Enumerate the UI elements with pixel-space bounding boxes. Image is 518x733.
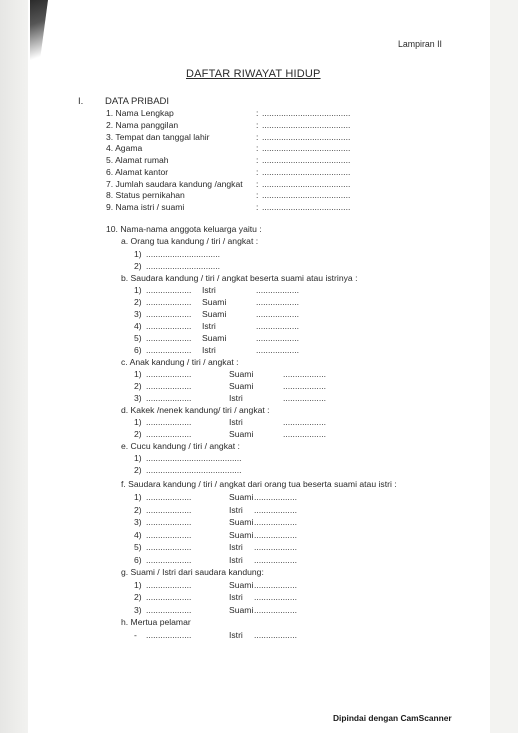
- row-number: 4): [134, 321, 142, 331]
- field-value-blank[interactable]: .....................................: [262, 131, 351, 142]
- row-number: 1): [134, 492, 142, 502]
- family-group-heading: c. Anak kandung / tiri / angkat :: [121, 357, 239, 367]
- spouse-name-blank[interactable]: ..................: [254, 517, 297, 527]
- row-number: 1): [134, 453, 142, 463]
- scanner-watermark: Dipindai dengan CamScanner: [333, 713, 452, 723]
- field-colon: :: [256, 202, 259, 212]
- spouse-name-blank[interactable]: ..................: [256, 309, 299, 319]
- member-name-blank[interactable]: ...................: [146, 345, 192, 355]
- row-number: 1): [134, 285, 142, 295]
- row-number: 1): [134, 369, 142, 379]
- field-label: 6. Alamat kantor: [106, 166, 169, 177]
- field-colon: :: [256, 155, 259, 165]
- row-number: 2): [134, 297, 142, 307]
- member-name-blank[interactable]: ...............................: [146, 249, 221, 259]
- relation-label: Suami: [229, 517, 254, 527]
- family-heading: 10. Nama-nama anggota keluarga yaitu :: [106, 224, 262, 234]
- field-value-blank[interactable]: .....................................: [262, 202, 351, 212]
- row-number: 3): [134, 517, 142, 527]
- relation-label: Istri: [229, 592, 243, 602]
- member-name-blank[interactable]: ...................: [146, 492, 192, 502]
- relation-label: Suami: [229, 530, 254, 540]
- member-name-blank[interactable]: ...................: [146, 555, 192, 565]
- document-page: [28, 0, 490, 733]
- relation-label: Suami: [202, 297, 227, 307]
- spouse-name-blank[interactable]: ..................: [254, 605, 297, 615]
- document-title: DAFTAR RIWAYAT HIDUP: [186, 68, 321, 80]
- member-name-blank[interactable]: ...................: [146, 429, 192, 439]
- row-number: 2): [134, 381, 142, 391]
- spouse-name-blank[interactable]: ..................: [283, 369, 326, 379]
- row-number: -: [134, 630, 137, 640]
- field-colon: :: [256, 143, 259, 154]
- relation-label: Suami: [202, 309, 227, 319]
- section-title: DATA PRIBADI: [105, 96, 170, 107]
- spouse-name-blank[interactable]: ..................: [283, 417, 326, 427]
- row-number: 1): [134, 580, 142, 590]
- field-label: 7. Jumlah saudara kandung /angkat: [106, 178, 243, 189]
- field-colon: :: [256, 131, 259, 142]
- member-name-blank[interactable]: ...................: [146, 297, 192, 307]
- spouse-name-blank[interactable]: ..................: [254, 492, 297, 502]
- row-number: 5): [134, 333, 142, 343]
- row-number: 2): [134, 261, 142, 271]
- member-name-blank[interactable]: ...................: [146, 505, 192, 515]
- spouse-name-blank[interactable]: ..................: [254, 580, 297, 590]
- spouse-name-blank[interactable]: ..................: [256, 297, 299, 307]
- relation-label: Suami: [229, 580, 254, 590]
- member-name-blank[interactable]: ...................: [146, 605, 192, 615]
- spouse-name-blank[interactable]: ..................: [256, 285, 299, 295]
- member-name-blank[interactable]: ...................: [146, 630, 192, 640]
- field-colon: :: [256, 190, 259, 201]
- section-number: I.: [78, 96, 84, 107]
- row-number: 2): [134, 505, 142, 515]
- spouse-name-blank[interactable]: ..................: [254, 542, 297, 552]
- member-name-blank[interactable]: ...................: [146, 530, 192, 540]
- relation-label: Suami: [229, 381, 254, 391]
- spouse-name-blank[interactable]: ..................: [254, 505, 297, 515]
- row-number: 2): [134, 465, 142, 475]
- field-label: 2. Nama panggilan: [106, 119, 179, 130]
- relation-label: Istri: [229, 393, 243, 403]
- relation-label: Istri: [229, 555, 243, 565]
- row-number: 3): [134, 605, 142, 615]
- row-number: 4): [134, 530, 142, 540]
- field-value-blank[interactable]: .....................................: [262, 166, 351, 177]
- row-number: 5): [134, 542, 142, 552]
- spouse-name-blank[interactable]: ..................: [283, 381, 326, 391]
- member-name-blank[interactable]: ...................: [146, 517, 192, 527]
- member-name-blank[interactable]: ...................: [146, 309, 192, 319]
- member-name-blank[interactable]: ...................: [146, 580, 192, 590]
- field-value-blank[interactable]: .....................................: [262, 190, 351, 201]
- spouse-name-blank[interactable]: ..................: [254, 592, 297, 602]
- spouse-name-blank[interactable]: ..................: [256, 333, 299, 343]
- row-number: 6): [134, 555, 142, 565]
- member-name-blank[interactable]: ...................: [146, 381, 192, 391]
- attachment-label: Lampiran II: [398, 39, 443, 49]
- spouse-name-blank[interactable]: ..................: [283, 393, 326, 403]
- relation-label: Istri: [202, 345, 216, 355]
- family-group-heading: f. Saudara kandung / tiri / angkat dari orang tua beserta suami atau istri :: [121, 479, 397, 489]
- member-name-blank[interactable]: ........................................: [146, 465, 242, 475]
- row-number: 1): [134, 249, 142, 259]
- family-group-heading: a. Orang tua kandung / tiri / angkat :: [121, 236, 259, 246]
- field-colon: :: [256, 108, 259, 118]
- spouse-name-blank[interactable]: ..................: [254, 630, 297, 640]
- field-label: 8. Status pernikahan: [106, 190, 185, 201]
- member-name-blank[interactable]: ...................: [146, 285, 192, 295]
- field-colon: :: [256, 178, 259, 189]
- field-label: 3. Tempat dan tanggal lahir: [106, 131, 210, 142]
- row-number: 2): [134, 429, 142, 439]
- field-label: 5. Alamat rumah: [106, 155, 169, 165]
- field-label: 4. Agama: [106, 143, 143, 154]
- spouse-name-blank[interactable]: ..................: [256, 345, 299, 355]
- row-number: 6): [134, 345, 142, 355]
- row-number: 1): [134, 417, 142, 427]
- family-group-heading: g. Suami / Istri dari saudara kandung:: [121, 567, 264, 577]
- relation-label: Suami: [229, 369, 254, 379]
- scan-background-edge: [0, 0, 28, 733]
- spouse-name-blank[interactable]: ..................: [256, 321, 299, 331]
- field-label: 9. Nama istri / suami: [106, 202, 185, 212]
- field-value-blank[interactable]: .....................................: [262, 143, 351, 154]
- field-label: 1. Nama Lengkap: [106, 108, 174, 118]
- relation-label: Suami: [229, 605, 254, 615]
- family-group-heading: h. Mertua pelamar: [121, 617, 191, 627]
- member-name-blank[interactable]: ...................: [146, 333, 192, 343]
- family-group-heading: e. Cucu kandung / tiri / angkat :: [121, 441, 240, 451]
- spouse-name-blank[interactable]: ..................: [254, 555, 297, 565]
- spouse-name-blank[interactable]: ..................: [254, 530, 297, 540]
- field-value-blank[interactable]: .....................................: [262, 108, 351, 118]
- field-colon: :: [256, 119, 259, 130]
- field-colon: :: [256, 166, 259, 177]
- row-number: 3): [134, 309, 142, 319]
- family-group-heading: d. Kakek /nenek kandung/ tiri / angkat :: [121, 405, 270, 415]
- spouse-name-blank[interactable]: ..................: [283, 429, 326, 439]
- member-name-blank[interactable]: ...................: [146, 393, 192, 403]
- row-number: 3): [134, 393, 142, 403]
- family-group-heading: b. Saudara kandung / tiri / angkat beserta suami atau istrinya :: [121, 273, 358, 283]
- field-value-blank[interactable]: .....................................: [262, 119, 351, 130]
- member-name-blank[interactable]: ...............................: [146, 261, 221, 271]
- member-name-blank[interactable]: ...................: [146, 542, 192, 552]
- relation-label: Suami: [229, 429, 254, 439]
- relation-label: Istri: [202, 285, 216, 295]
- row-number: 2): [134, 592, 142, 602]
- relation-label: Suami: [202, 333, 227, 343]
- relation-label: Istri: [229, 542, 243, 552]
- relation-label: Istri: [229, 630, 243, 640]
- member-name-blank[interactable]: ........................................: [146, 453, 242, 463]
- relation-label: Istri: [202, 321, 216, 331]
- member-name-blank[interactable]: ...................: [146, 369, 192, 379]
- relation-label: Istri: [229, 505, 243, 515]
- field-value-blank[interactable]: .....................................: [262, 178, 351, 189]
- member-name-blank[interactable]: ...................: [146, 321, 192, 331]
- member-name-blank[interactable]: ...................: [146, 417, 192, 427]
- relation-label: Suami: [229, 492, 254, 502]
- field-value-blank[interactable]: .....................................: [262, 155, 351, 165]
- member-name-blank[interactable]: ...................: [146, 592, 192, 602]
- relation-label: Istri: [229, 417, 243, 427]
